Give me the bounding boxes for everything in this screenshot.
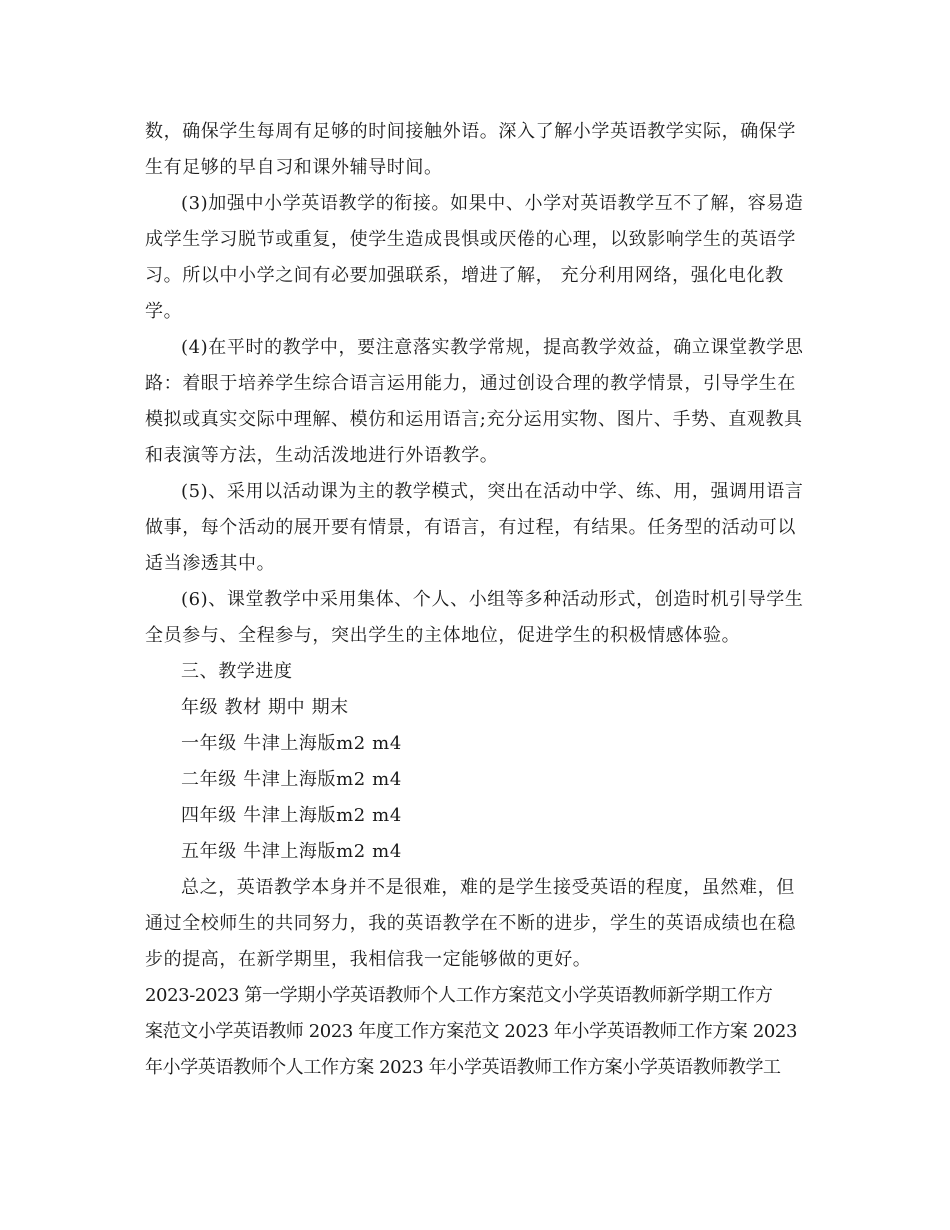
text-line: 年小学英语教师个人工作方案 2023 年小学英语教师工作方案小学英语教师教学工: [145, 1057, 781, 1078]
text-line: 全员参与、全程参与，突出学生的主体地位，促进学生的积极情感体验。: [145, 625, 741, 646]
text-line: 习。所以中小学之间有必要加强联系，增进了解， 充分利用网络，强化电化教: [145, 265, 784, 286]
paragraph: [145, 870, 810, 978]
paragraph: [145, 186, 810, 330]
paragraph: [145, 582, 810, 654]
paragraph: [145, 834, 810, 870]
text-line: 适当渗透其中。: [145, 553, 276, 574]
text-line: 路：着眼于培养学生综合语言运用能力，通过创设合理的教学情景，引导学生在: [145, 373, 796, 394]
text-line: 案范文小学英语教师 2023 年度工作方案范文 2023 年小学英语教师工作方案 2023: [145, 1021, 798, 1042]
text-line: 三、教学进度: [181, 661, 293, 682]
text-line: 和表演等方法，生动活泼地进行外语教学。: [145, 445, 499, 466]
paragraph: [145, 798, 810, 834]
text-line: 生有足够的早自习和课外辅导时间。: [145, 157, 443, 178]
paragraph: [145, 654, 810, 690]
paragraph: [145, 726, 810, 762]
paragraph: [145, 474, 810, 582]
text-line: 做事，每个活动的展开要有情景，有语言，有过程，有结果。任务型的活动可以: [145, 517, 796, 538]
text-line: 一年级 牛津上海版m2 m4: [181, 733, 402, 754]
paragraph: [145, 690, 810, 726]
text-line: (5)、采用以活动课为主的教学模式，突出在活动中学、练、用，强调用语言: [181, 481, 804, 502]
text-line: 年级 教材 期中 期末: [181, 697, 349, 718]
paragraph: [145, 978, 810, 1086]
text-line: (6)、课堂教学中采用集体、个人、小组等多种活动形式，创造时机引导学生: [181, 589, 804, 610]
text-line: 四年级 牛津上海版m2 m4: [181, 805, 402, 826]
text-line: 模拟或真实交际中理解、模仿和运用语言;充分运用实物、图片、手势、直观教具: [145, 409, 803, 430]
text-line: 总之，英语教学本身并不是很难，难的是学生接受英语的程度，虽然难，但: [181, 877, 795, 898]
text-line: 学。: [145, 301, 183, 322]
paragraph: [145, 762, 810, 798]
text-line: 通过全校师生的共同努力，我的英语教学在不断的进步，学生的英语成绩也在稳: [145, 913, 796, 934]
paragraph: [145, 330, 810, 474]
text-line: 数，确保学生每周有足够的时间接触外语。深入了解小学英语教学实际，确保学: [145, 121, 796, 142]
text-line: 步的提高，在新学期里，我相信我一定能够做的更好。: [145, 949, 592, 970]
document-page: [145, 114, 810, 1086]
text-line: 五年级 牛津上海版m2 m4: [181, 841, 402, 862]
text-line: (4)在平时的教学中，要注意落实教学常规，提高教学效益，确立课堂教学思: [181, 337, 804, 358]
paragraph: [145, 114, 810, 186]
text-line: 2023-2023 第一学期小学英语教师个人工作方案范文小学英语教师新学期工作方: [145, 985, 773, 1006]
text-line: (3)加强中小学英语教学的衔接。如果中、小学对英语教学互不了解，容易造: [181, 193, 804, 214]
text-line: 二年级 牛津上海版m2 m4: [181, 769, 402, 790]
text-line: 成学生学习脱节或重复，使学生造成畏惧或厌倦的心理，以致影响学生的英语学: [145, 229, 796, 250]
